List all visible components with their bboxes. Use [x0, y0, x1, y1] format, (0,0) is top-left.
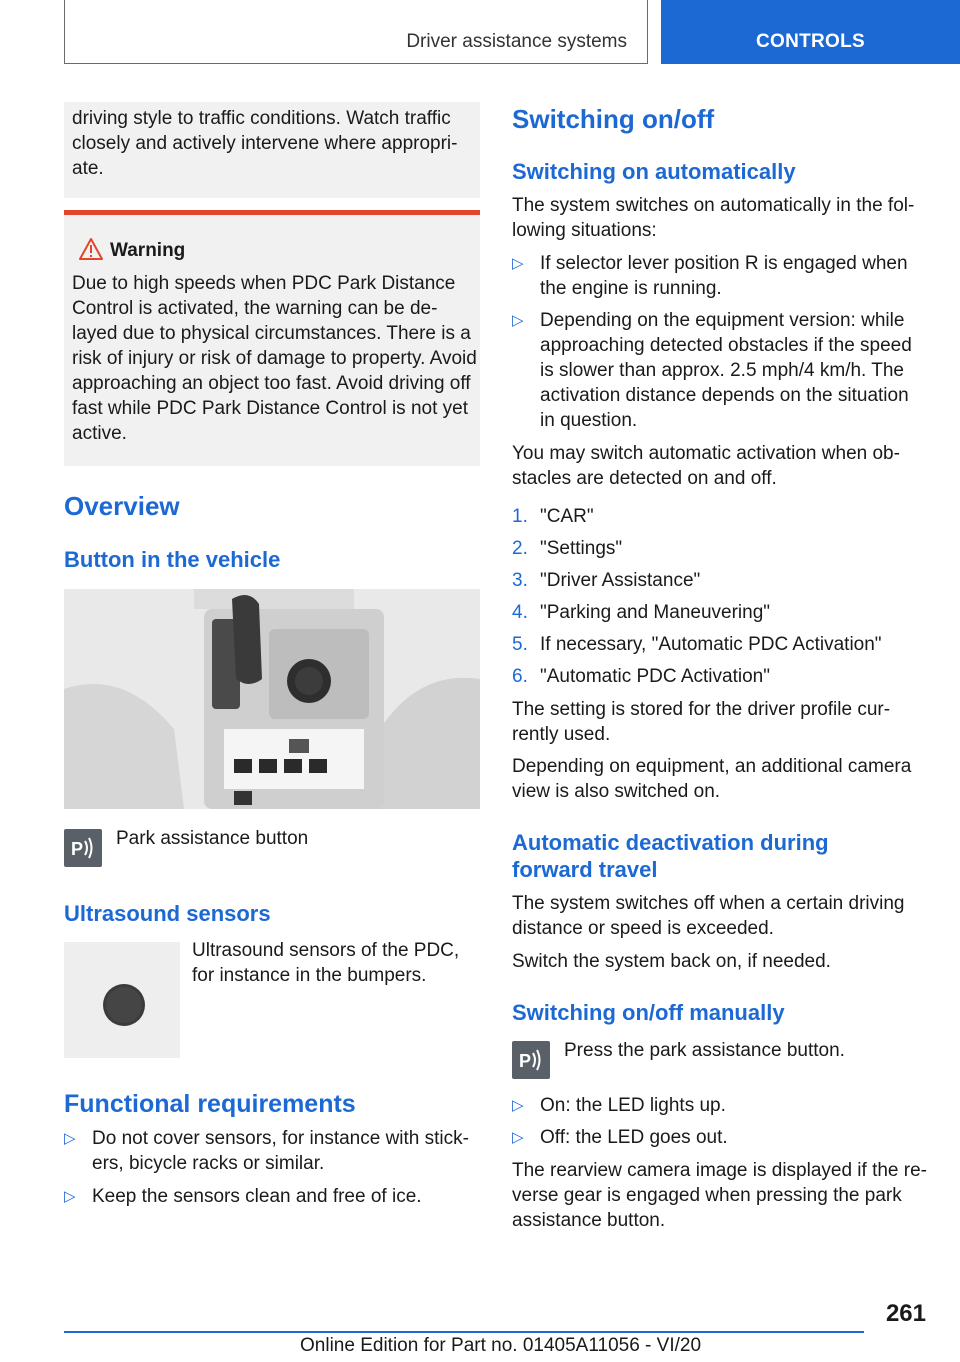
warning-body: Due to high speeds when PDC Park Distance Control is activated, the warning can be de-layed due to physical circumstances. There is a risk of injury or risk of damage to property. Avoid approaching an object too fast. Avoid driving off fast while PDC Park Distance Control is not yet active. — [72, 273, 477, 444]
edition-text: Online Edition for Part no. 01405A11056 - VI/20 — [300, 1335, 702, 1356]
auto-on-list — [512, 251, 928, 433]
step-item — [512, 600, 928, 625]
warning-bar — [64, 210, 480, 215]
step-text: "Automatic PDC Activation" — [540, 666, 770, 687]
step-number: 3. — [512, 570, 528, 591]
ultrasound-heading: Ultrasound sensors — [64, 901, 271, 926]
bullet-marker: ▷ — [64, 1130, 76, 1147]
step-number: 4. — [512, 602, 528, 623]
list-item-text: Off: the LED goes out. — [540, 1127, 728, 1148]
functional-heading: Functional requirements — [64, 1090, 356, 1118]
step-item — [512, 632, 928, 657]
footer-rule — [64, 1331, 864, 1333]
stored-text: The setting is stored for the driver profile cur-rently used. — [512, 699, 891, 745]
warning-title: Warning — [110, 240, 186, 261]
console-image — [64, 589, 480, 809]
controls-label: CONTROLS — [755, 31, 865, 52]
switch-back-text: Switch the system back on, if needed. — [512, 951, 831, 972]
sensor-image — [64, 942, 180, 1058]
step-item — [512, 504, 928, 529]
list-item — [512, 308, 928, 433]
list-item — [64, 1184, 480, 1209]
warning-box — [64, 210, 480, 466]
bullet-marker: ▷ — [512, 1129, 524, 1146]
bullet-marker: ▷ — [512, 255, 524, 272]
bullet-marker: ▷ — [512, 1097, 524, 1114]
button-caption: Park assistance button — [116, 828, 309, 849]
overview-heading: Overview — [64, 491, 180, 521]
list-item-text: On: the LED lights up. — [540, 1095, 726, 1116]
park-assist-icon — [512, 1041, 550, 1079]
switch-auto-text: You may switch automatic activation when ob-stacles are detected on and off. — [512, 443, 900, 489]
step-text: "Settings" — [540, 538, 623, 559]
button-heading: Button in the vehicle — [64, 547, 281, 572]
manual-list — [512, 1093, 928, 1150]
page-number: 261 — [885, 1300, 926, 1327]
list-item-text: Do not cover sensors, for instance with stick-ers, bicycle racks or similar. — [92, 1128, 469, 1174]
list-item — [512, 1125, 928, 1150]
auto-on-heading: Switching on automatically — [512, 159, 796, 184]
note-text: driving style to traffic conditions. Watch traffic closely and actively intervene where appropri-ate. — [72, 108, 458, 179]
manual-heading: Switching on/off manually — [512, 1000, 785, 1025]
header-section-box — [64, 0, 648, 64]
step-number: 1. — [512, 506, 528, 527]
list-item — [512, 251, 928, 301]
step-item — [512, 664, 928, 689]
manual-text: Press the park assistance button. — [564, 1040, 845, 1061]
list-item — [64, 1126, 480, 1176]
step-text: If necessary, "Automatic PDC Activation" — [540, 634, 882, 655]
park-assist-icon — [64, 829, 102, 867]
step-text: "CAR" — [540, 506, 594, 527]
steps-list — [512, 504, 928, 689]
note-box — [64, 102, 480, 198]
header-controls-tab — [661, 0, 960, 64]
functional-list — [64, 1126, 480, 1209]
auto-off-heading: Automatic deactivation during forward travel — [512, 830, 829, 882]
step-text: "Driver Assistance" — [540, 570, 701, 591]
bullet-marker: ▷ — [64, 1188, 76, 1205]
step-number: 2. — [512, 538, 528, 559]
svg-text:P: P — [519, 1051, 532, 1071]
step-item — [512, 568, 928, 593]
step-text: "Parking and Maneuvering" — [540, 602, 771, 623]
svg-text:P: P — [71, 839, 84, 859]
auto-off-text: The system switches off when a certain driving distance or speed is exceeded. — [512, 893, 905, 939]
list-item — [512, 1093, 928, 1118]
switching-heading: Switching on/off — [512, 104, 715, 134]
step-number: 6. — [512, 666, 528, 687]
camera-text: Depending on equipment, an additional camera view is also switched on. — [512, 756, 912, 802]
rearview-text: The rearview camera image is displayed if the re-verse gear is engaged when pressing the park assistance button. — [512, 1160, 928, 1231]
auto-on-text: The system switches on automatically in the fol-lowing situations: — [512, 195, 915, 241]
list-item-text: If selector lever position R is engaged when the engine is running. — [540, 253, 908, 299]
warning-icon — [78, 237, 104, 266]
bullet-marker: ▷ — [512, 312, 524, 329]
list-item-text: Depending on the equipment version: while approaching detected obstacles if the speed is slower than approx. 2.5 mph/4 km/h. The activation distance depends on the situation in question. — [540, 310, 912, 431]
section-title: Driver assistance systems — [406, 31, 627, 52]
step-number: 5. — [512, 634, 528, 655]
ultrasound-text: Ultrasound sensors of the PDC, for instance in the bumpers. — [192, 940, 460, 986]
step-item — [512, 536, 928, 561]
list-item-text: Keep the sensors clean and free of ice. — [92, 1186, 422, 1207]
